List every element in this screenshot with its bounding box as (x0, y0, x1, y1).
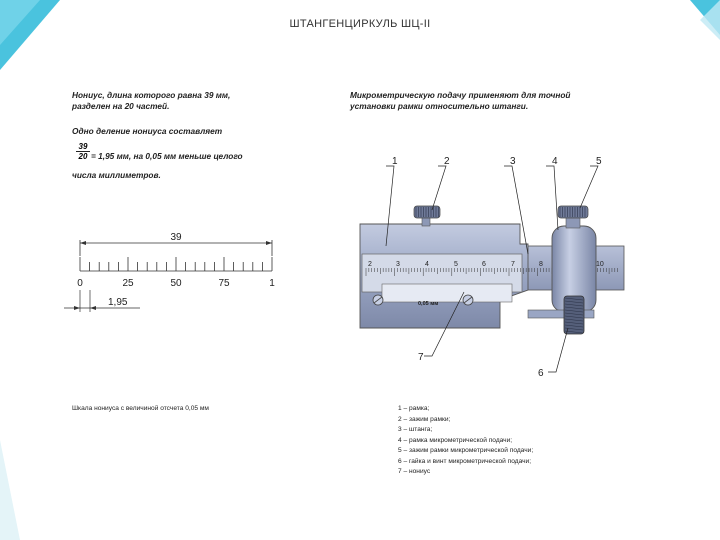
arrow-left-icon (80, 241, 86, 245)
scale-caption: Шкала нониуса с величиной отсчета 0,05 мм (72, 405, 209, 412)
scale-label: 1 (269, 278, 275, 289)
callout-number: 1 (392, 156, 398, 167)
micrometric-text-line: Микрометрическую подачу применяют для точной (350, 90, 571, 100)
nonius-text-line: разделен на 20 частей. (72, 101, 170, 111)
legend-item: 1 – рамка; (398, 405, 430, 412)
arrow-right-icon (74, 306, 80, 310)
scale-number: 3 (396, 261, 400, 268)
scale-number: 4 (425, 261, 429, 268)
legend-item: 3 – штанга; (398, 426, 433, 433)
callout-leader-4 (546, 166, 558, 230)
micrometric-description (350, 90, 650, 112)
legend-item: 5 – зажим рамки микрометрической подачи; (398, 447, 534, 454)
scale-number: 6 (482, 261, 486, 268)
callout-leader-6 (548, 328, 568, 372)
nonius-description (72, 90, 322, 112)
caliper-drawing (352, 150, 642, 380)
legend-item: 6 – гайка и винт микрометрической подачи; (398, 457, 532, 465)
division-text-line: числа миллиметров. (72, 170, 161, 180)
parts-legend (398, 404, 658, 478)
callout-number: 4 (552, 156, 558, 167)
scale-number: 8 (539, 261, 543, 268)
scale-number: 5 (454, 261, 458, 268)
fraction (76, 142, 90, 161)
vernier-strip (382, 284, 512, 302)
scale-label: 0 (77, 278, 83, 289)
arrow-left-icon (90, 306, 96, 310)
callout-leader-5 (580, 166, 598, 208)
scale-label: 25 (122, 278, 134, 289)
legend-item: 4 – рамка микрометрической подачи; (398, 436, 513, 444)
length-label: 39 (170, 232, 182, 243)
division-text-line: = 1,95 мм, на 0,05 мм меньше целого (91, 151, 243, 161)
nonius-text-line: Нониус, длина которого равна 39 мм, (72, 90, 231, 100)
legend-item: 2 – зажим рамки; (398, 415, 451, 423)
callout-number: 2 (444, 156, 450, 167)
callout-number: 6 (538, 368, 544, 379)
division-text-line: Одно деление нониуса составляет (72, 126, 223, 136)
micrometric-text-line: установки рамки относительно штанги. (350, 101, 529, 111)
callout-number: 3 (510, 156, 516, 167)
fraction-denominator: 20 (76, 151, 90, 161)
division-description (72, 126, 322, 137)
legend-item: 7 – нониус (398, 468, 431, 475)
arrow-right-icon (266, 241, 272, 245)
callout-number: 5 (596, 156, 602, 167)
scale-label: 50 (170, 278, 182, 289)
scale-number: 2 (368, 261, 372, 268)
callout-leader-2 (432, 166, 446, 210)
scale-number: 10 (596, 261, 604, 268)
scale-label: 75 (218, 278, 230, 289)
vernier-ticks (80, 257, 272, 271)
vernier-text: 0,05 мм (418, 301, 439, 307)
callout-number: 7 (418, 352, 424, 363)
vernier-scale-diagram (60, 228, 290, 320)
division-label: 1,95 (108, 297, 128, 308)
fraction-numerator: 39 (78, 142, 88, 151)
scale-number: 7 (511, 261, 515, 268)
page-title: ШТАНГЕНЦИРКУЛЬ ШЦ-II (289, 18, 431, 30)
corner-decoration-bottom-left (0, 440, 20, 540)
